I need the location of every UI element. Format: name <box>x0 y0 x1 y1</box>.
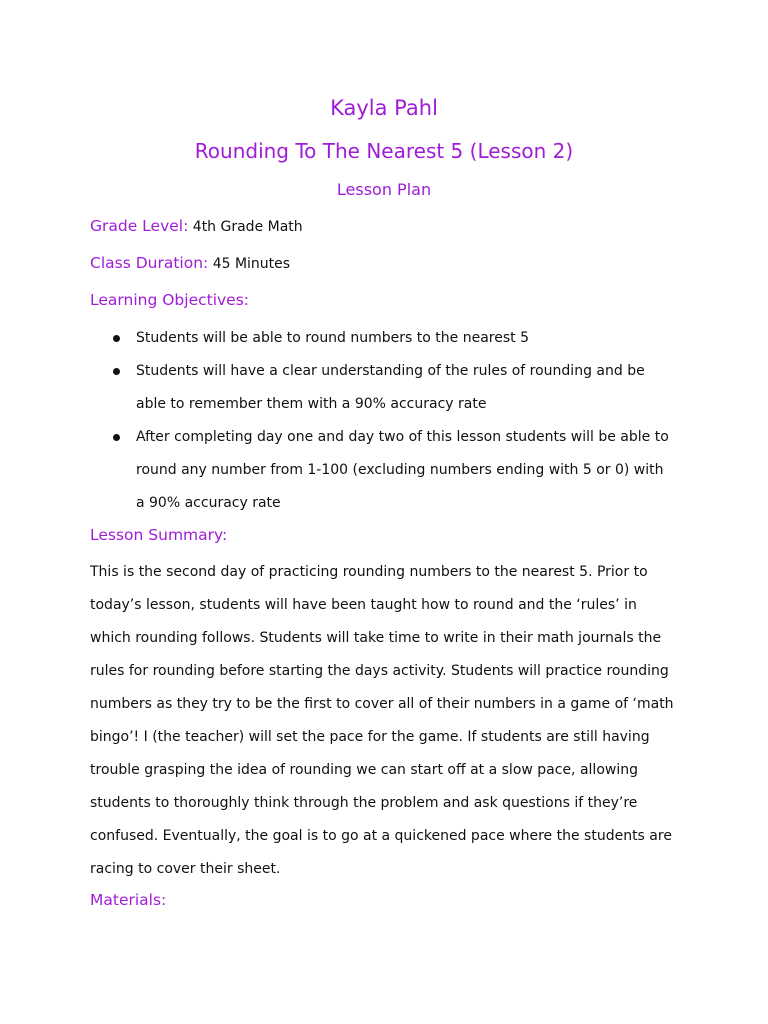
grade-level-value: 4th Grade Math <box>192 219 303 235</box>
lesson-summary-text: This is the second day of practicing rounding numbers to the nearest 5. Prior to today’s lesson, students will have been taught how to round and the ‘rules’ in which rounding follows. Students will take time to write in their math journals the rules for rounding before starting the days activity. Students will practice rounding numbers as they try to be the first to cover all of their numbers in a game of ‘math bingo’! I (the teacher) will set the pace for the game. If students are still having trouble grasping the idea of rounding we can start off at a slow pace, allowing students to thoroughly think through the problem and ask questions if they’re confused. Eventually, the goal is to go at a quickened pace where the students are racing to cover their sheet. <box>90 564 674 877</box>
lesson-summary-heading: Lesson Summary: <box>90 526 228 544</box>
list-item <box>0 421 676 520</box>
class-duration-row <box>90 251 290 276</box>
lesson-title: Rounding To The Nearest 5 (Lesson 2) <box>194 139 574 163</box>
bullet-icon <box>113 368 120 375</box>
grade-level-row <box>90 214 303 239</box>
list-item <box>0 355 676 421</box>
list-item <box>0 322 676 355</box>
class-duration-value: 45 Minutes <box>212 256 291 272</box>
objective-text: Students will be able to round numbers to the nearest 5 <box>136 330 529 346</box>
learning-objectives-heading: Learning Objectives: <box>90 291 250 309</box>
class-duration-label: Class Duration: <box>90 254 209 272</box>
objective-text: Students will have a clear understanding of the rules of rounding and be able to remember them with a 90% accuracy rate <box>136 363 645 412</box>
document-subtitle: Lesson Plan <box>336 180 432 199</box>
materials-heading: Materials: <box>90 891 167 909</box>
objectives-list <box>0 322 768 520</box>
grade-level-label: Grade Level: <box>90 217 189 235</box>
author-name: Kayla Pahl <box>330 96 438 120</box>
bullet-icon <box>113 434 120 441</box>
objective-text: After completing day one and day two of this lesson students will be able to round any number from 1-100 (excluding numbers ending with 5 or 0) with a 90% accuracy rate <box>136 429 669 511</box>
bullet-icon <box>113 335 120 342</box>
